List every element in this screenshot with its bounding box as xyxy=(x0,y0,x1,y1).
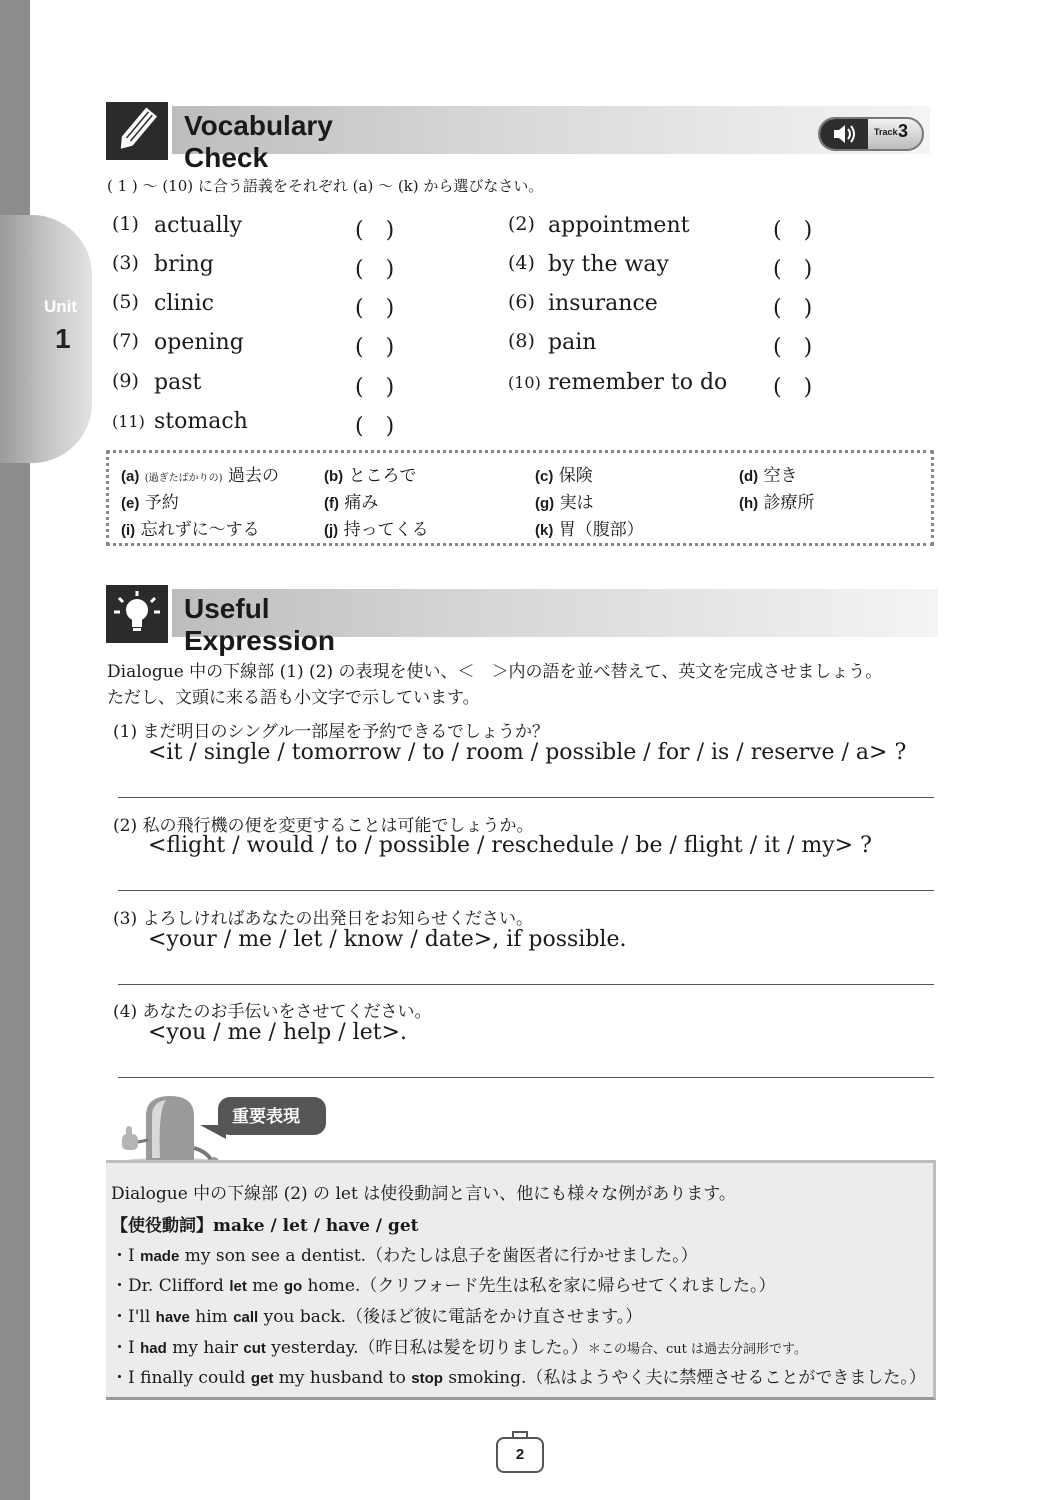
answer-line[interactable] xyxy=(118,984,934,985)
vocab-item-number: (4) xyxy=(508,252,535,274)
grammar-example: ・I had my hair cut yesterday.（昨日私は髪を切りました。）＊この場合、cut は過去分詞形です。 xyxy=(111,1338,807,1358)
vocab-item-number: (11) xyxy=(112,412,145,431)
vocab-item-number: (9) xyxy=(112,370,139,392)
unit-number: 1 xyxy=(55,323,71,354)
unit-tab xyxy=(0,215,92,463)
vocab-item-word: past xyxy=(154,370,202,395)
definition-d: (d) 空き xyxy=(739,466,798,486)
vocab-item-number: (8) xyxy=(508,330,535,352)
answer-blank[interactable]: ( ) xyxy=(773,218,813,243)
definition-j: (j) 持ってくる xyxy=(324,520,429,540)
bubble-tail xyxy=(200,1125,226,1139)
question-en: <you / me / help / let>. xyxy=(148,1020,407,1045)
grammar-intro: Dialogue 中の下線部 (2) の let は使役動詞と言い、他にも様々な例があります。 xyxy=(111,1184,736,1204)
unit-label: Unit xyxy=(44,297,78,316)
answer-line[interactable] xyxy=(118,1077,934,1078)
definition-i: (i) 忘れずに～する xyxy=(121,520,260,540)
vocab-item-number: (1) xyxy=(112,213,139,235)
answer-blank[interactable]: ( ) xyxy=(355,414,395,439)
answer-blank[interactable]: ( ) xyxy=(355,218,395,243)
pencil-icon xyxy=(106,102,168,160)
expression-intro-line1: Dialogue 中の下線部 (1) (2) の表現を使い、＜ ＞内の語を並べ替えて、英文を完成させましょう。 xyxy=(107,662,883,682)
definition-b: (b) ところで xyxy=(324,466,417,486)
vocab-item-number: (6) xyxy=(508,291,535,313)
definition-h: (h) 診療所 xyxy=(739,493,815,513)
track-number: 3 xyxy=(898,121,909,141)
answer-blank[interactable]: ( ) xyxy=(355,335,395,360)
answer-blank[interactable]: ( ) xyxy=(355,296,395,321)
answer-blank[interactable]: ( ) xyxy=(773,257,813,282)
question-jp: (2) 私の飛行機の便を変更することは可能でしょうか。 xyxy=(113,816,534,836)
lightbulb-icon xyxy=(106,585,168,643)
vocab-item-number: (5) xyxy=(112,291,139,313)
definitions-box xyxy=(106,450,934,546)
vocab-item-word: actually xyxy=(154,213,243,238)
answer-line[interactable] xyxy=(118,797,934,798)
vocab-item-number: (2) xyxy=(508,213,535,235)
audio-track-button[interactable] xyxy=(818,117,924,151)
answer-line[interactable] xyxy=(118,890,934,891)
question-en: <flight / would / to / possible / reschedule / be / flight / it / my> ? xyxy=(148,833,872,858)
vocab-item-number: (3) xyxy=(112,252,139,274)
expression-intro-line2: ただし、文頭に来る語も小文字で示しています。 xyxy=(107,688,480,708)
vocab-item-word: stomach xyxy=(154,409,248,434)
answer-blank[interactable]: ( ) xyxy=(355,375,395,400)
definition-c: (c) 保険 xyxy=(535,466,593,486)
question-jp: (4) あなたのお手伝いをさせてください。 xyxy=(113,1002,432,1022)
vocab-section-title: Vocabulary Check xyxy=(184,110,333,173)
definition-g: (g) 実は xyxy=(535,493,594,513)
grammar-example: ・I'll have him call you back.（後ほど彼に電話をかけ直させます。） xyxy=(111,1307,643,1327)
vocab-item-word: pain xyxy=(548,330,597,355)
definition-k: (k) 胃（腹部） xyxy=(535,520,644,540)
question-en: <your / me / let / know / date>, if possible. xyxy=(148,927,627,952)
vocab-item-word: by the way xyxy=(548,252,669,277)
expression-section-title: Useful Expression xyxy=(184,593,335,656)
vocab-item-word: insurance xyxy=(548,291,658,316)
definition-f: (f) 痛み xyxy=(324,493,379,513)
vocab-item-word: bring xyxy=(154,252,214,277)
page-number: 2 xyxy=(496,1437,544,1473)
vocab-instruction: ( 1 ) ～ (10) に合う語義をそれぞれ (a) ～ (k) から選びなさい。 xyxy=(107,177,544,195)
vocab-item-word: clinic xyxy=(154,291,214,316)
definition-e: (e) 予約 xyxy=(121,493,179,513)
answer-blank[interactable]: ( ) xyxy=(773,335,813,360)
grammar-example: ・I finally could get my husband to stop smoking.（私はようやく夫に禁煙させることができました。） xyxy=(111,1368,926,1388)
question-en: <it / single / tomorrow / to / room / possible / for / is / reserve / a> ? xyxy=(148,740,907,765)
vocab-item-number: (10) xyxy=(508,373,541,392)
key-expression-bubble: 重要表現 xyxy=(218,1097,326,1135)
vocab-item-word: remember to do xyxy=(548,370,728,395)
vocab-item-number: (7) xyxy=(112,330,139,352)
answer-blank[interactable]: ( ) xyxy=(355,257,395,282)
definition-a: (a) (過ぎたばかりの) 過去の xyxy=(121,466,279,486)
track-label: Track xyxy=(874,127,898,137)
grammar-example: ・Dr. Clifford let me go home.（クリフォード先生は私を家に帰らせてくれました。） xyxy=(111,1276,776,1296)
grammar-example: ・I made my son see a dentist.（わたしは息子を歯医者に行かせました。） xyxy=(111,1246,698,1266)
question-jp: (1) まだ明日のシングル一部屋を予約できるでしょうか？ xyxy=(113,722,550,742)
answer-blank[interactable]: ( ) xyxy=(773,375,813,400)
vocab-item-word: appointment xyxy=(548,213,690,238)
question-jp: (3) よろしければあなたの出発日をお知らせください。 xyxy=(113,909,533,929)
grammar-note-box xyxy=(106,1160,936,1400)
speaker-icon xyxy=(820,119,868,149)
vocab-item-word: opening xyxy=(154,330,244,355)
grammar-heading: 【使役動詞】make / let / have / get xyxy=(111,1216,419,1236)
answer-blank[interactable]: ( ) xyxy=(773,296,813,321)
